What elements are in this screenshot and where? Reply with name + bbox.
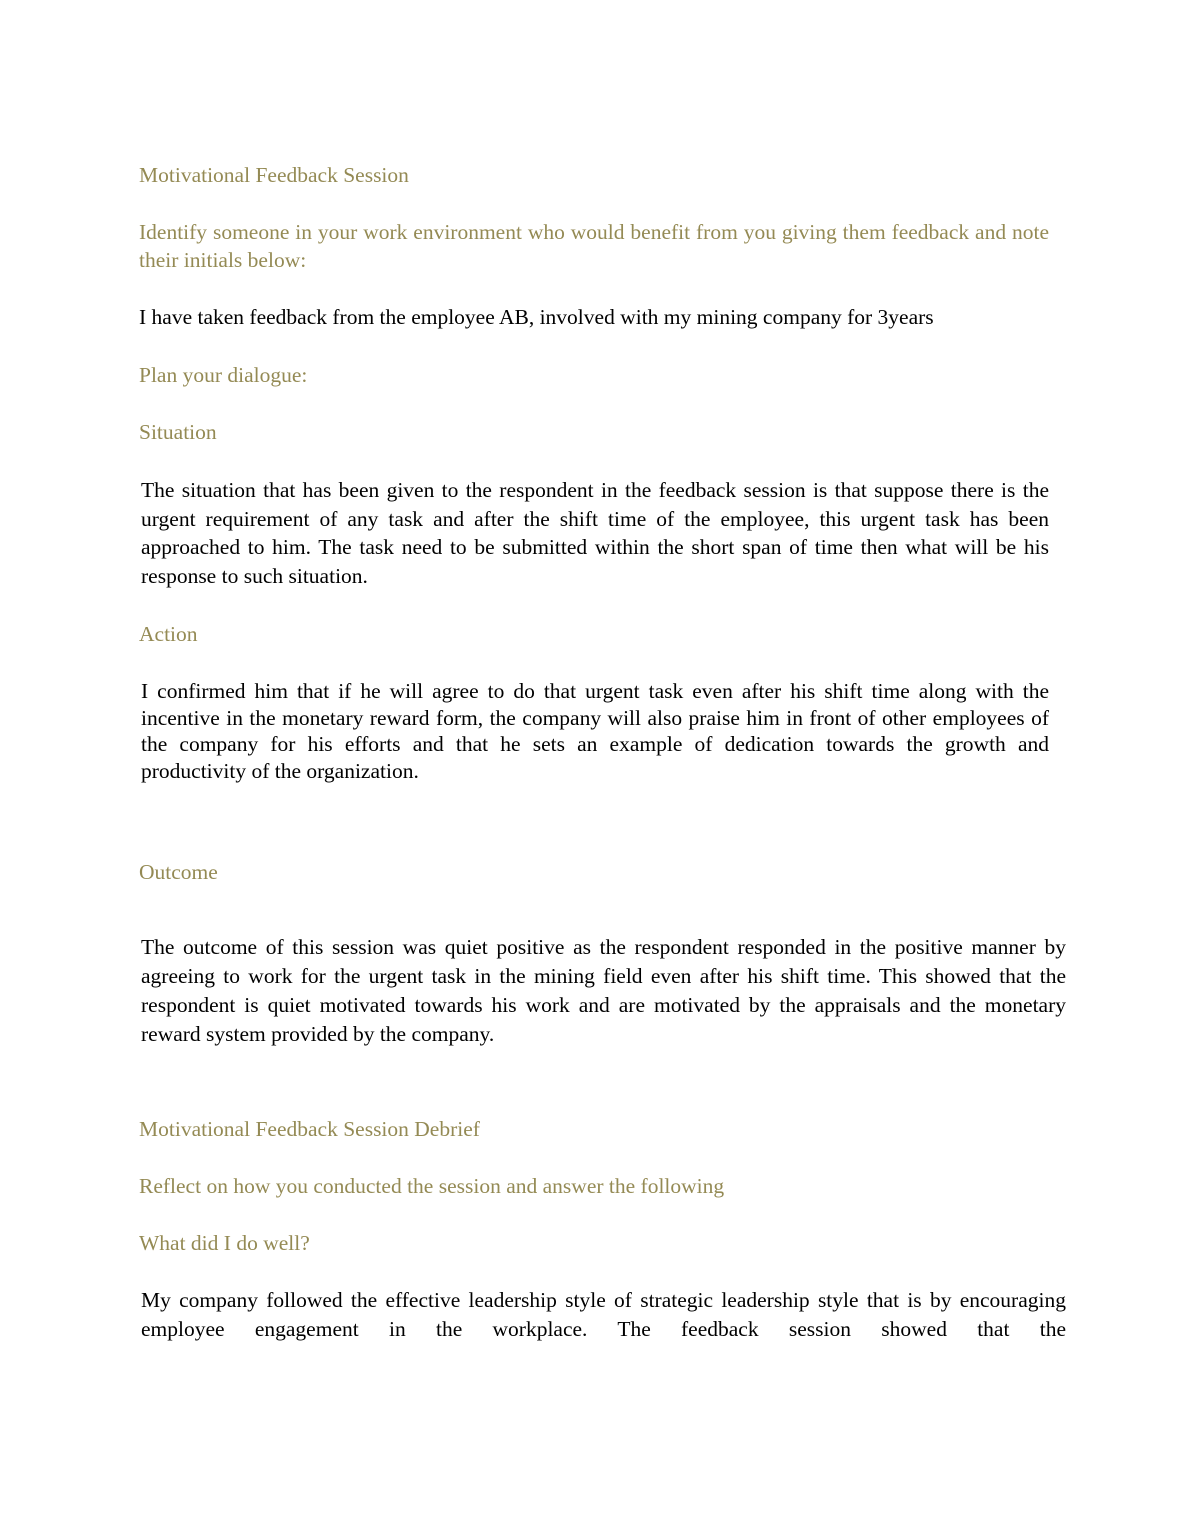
action-heading: Action — [139, 622, 198, 646]
reflect-prompt: Reflect on how you conducted the session and answer the following — [139, 1174, 725, 1198]
situation-heading: Situation — [139, 420, 217, 444]
identify-prompt: Identify someone in your work environment who would benefit from you giving them feedback and note their initials below: — [139, 220, 1049, 272]
well-heading: What did I do well? — [139, 1231, 310, 1255]
document-title: Motivational Feedback Session — [139, 163, 409, 187]
well-text: My company followed the effective leadership style of strategic leadership style that is by encouraging employee engagement in the workplace. The feedback session showed that the — [141, 1288, 1066, 1341]
situation-text: The situation that has been given to the respondent in the feedback session is that suppose there is the urgent requirement of any task and after the shift time of the employee, this urgent task has been approached to him. The task need to be submitted within the short span of time then what will be his response to such situation. — [141, 478, 1049, 589]
action-text: I confirmed him that if he will agree to do that urgent task even after his shift time along with the incentive in the monetary reward form, the company will also praise him in front of other employees of the company for his efforts and that he sets an example of dedication towards the growth and productivity of the organization. — [141, 679, 1049, 783]
debrief-heading: Motivational Feedback Session Debrief — [139, 1117, 480, 1141]
outcome-heading: Outcome — [139, 860, 218, 884]
outcome-text: The outcome of this session was quiet positive as the respondent responded in the positive manner by agreeing to work for the urgent task in the mining field even after his shift time. This showed that the respondent is quiet motivated towards his work and are motivated by the appraisals and the monetary reward system provided by the company. — [141, 935, 1066, 1046]
plan-heading: Plan your dialogue: — [139, 363, 308, 387]
identify-answer: I have taken feedback from the employee AB, involved with my mining company for 3years — [139, 305, 934, 329]
